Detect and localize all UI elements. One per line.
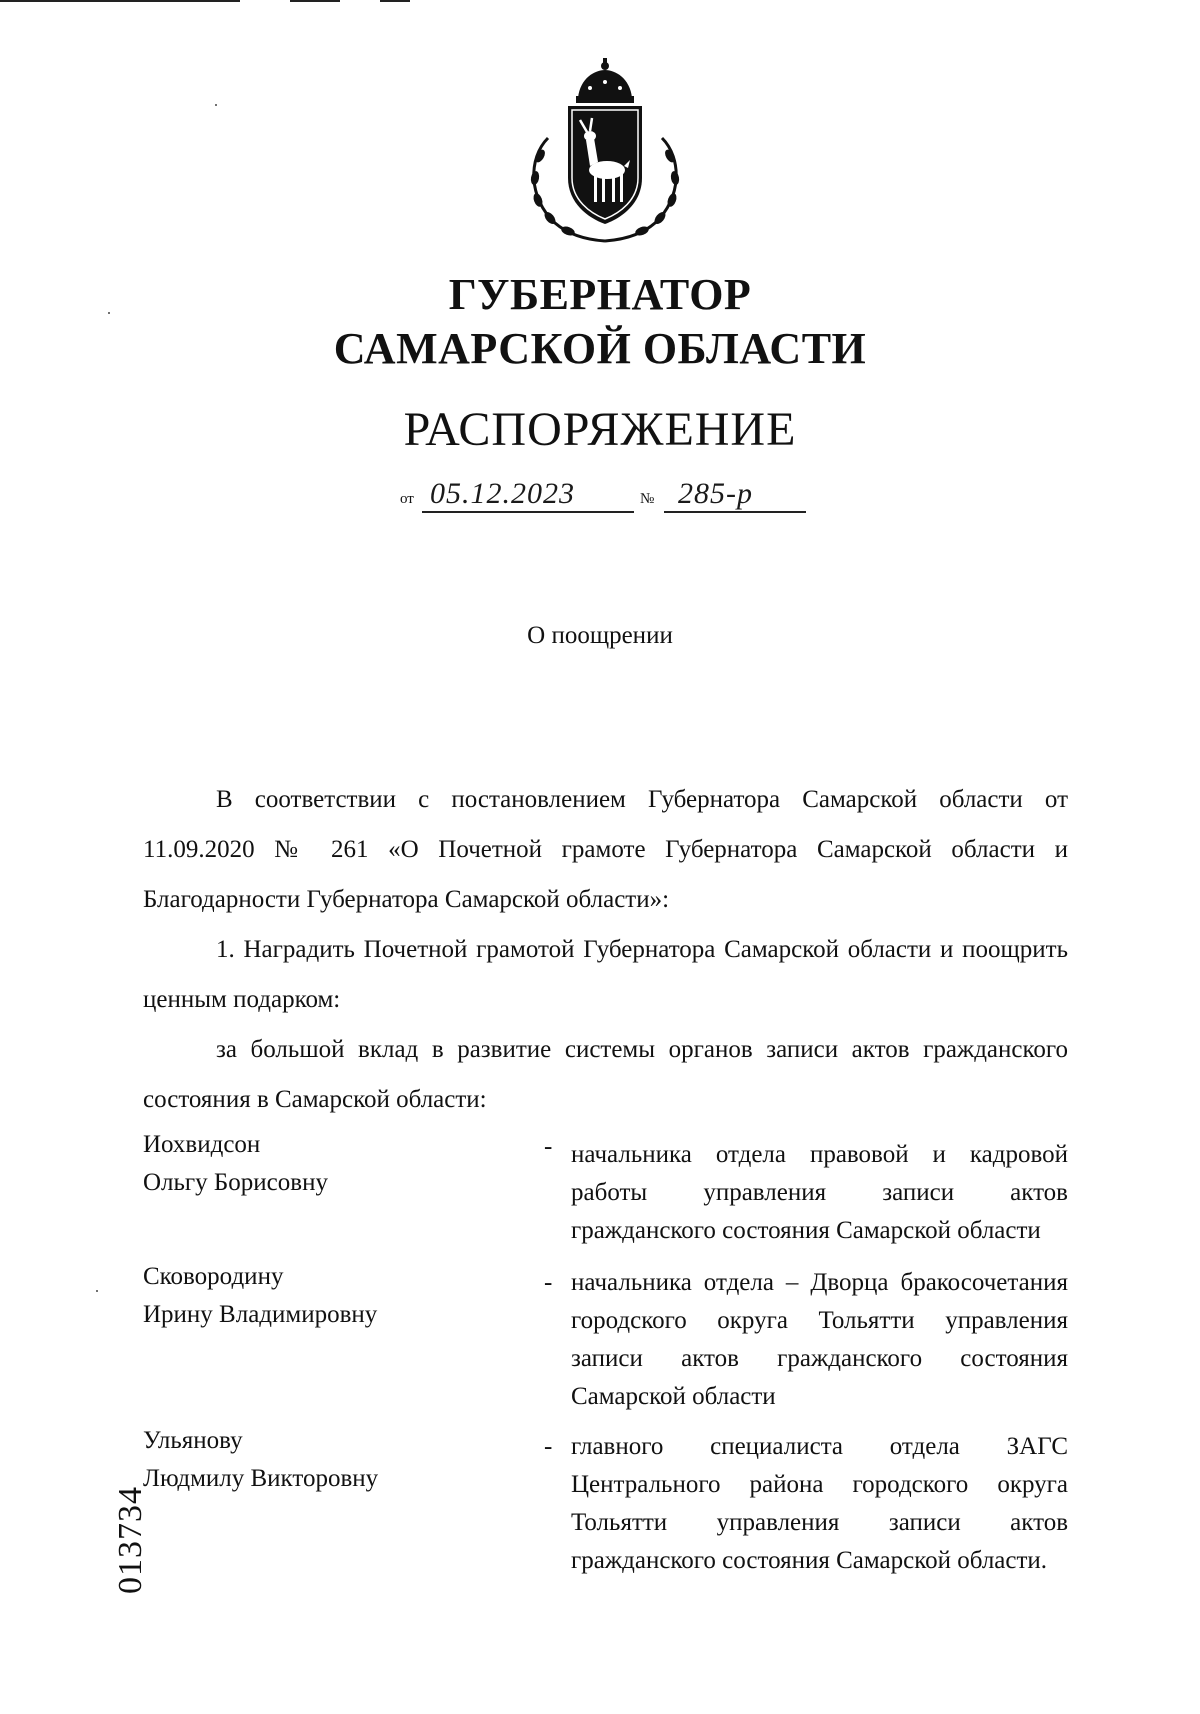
awardee-surname: Сковородину [143, 1263, 284, 1290]
coat-of-arms-emblem [510, 58, 700, 248]
dateline [400, 477, 820, 517]
scan-edge-rule [0, 0, 240, 2]
document-subject: О поощрении [527, 622, 673, 649]
awardee-given-names: Ольгу Борисовну [143, 1169, 328, 1196]
awardee-name [143, 1422, 503, 1498]
awardee-name [143, 1258, 503, 1334]
scan-edge-rule [290, 0, 340, 2]
awardee-surname: Ульянову [143, 1427, 243, 1454]
document-type: РАСПОРЯЖЕНИЕ [403, 403, 797, 456]
awardee-given-names: Людмилу Викторовну [143, 1465, 379, 1492]
date-underline [422, 511, 634, 513]
awardee-given-names: Ирину Владимировну [143, 1301, 378, 1328]
date-from-label: от [400, 491, 414, 507]
handwritten-date: 05.12.2023 [430, 477, 575, 510]
issuer-title-line1: ГУБЕРНАТОР [448, 270, 752, 319]
scan-speck [96, 1290, 98, 1292]
number-underline [664, 511, 806, 513]
issuer-title [0, 268, 1200, 376]
awardee-position: начальника отдела – Дворца бракосочетания городского округа Тольятти управления записи актов гражданского состояния Самарской области [571, 1269, 1068, 1410]
reason-paragraph: за большой вклад в развитие системы органов записи актов гражданского состояния в Самарской области: [143, 1036, 1068, 1113]
handwritten-number: 285-р [678, 477, 753, 510]
awardee-position: главного специалиста отдела ЗАГС Центрального района городского округа Тольятти управления записи актов гражданского состояния Самарской области. [571, 1433, 1068, 1574]
awardee-dash: - [544, 1269, 553, 1296]
issuer-title-line2: САМАРСКОЙ ОБЛАСТИ [333, 324, 867, 373]
form-serial-number: 013734 [112, 1486, 149, 1594]
awardee-dash: - [544, 1133, 553, 1160]
awardee-position: начальника отдела правовой и кадровой работы управления записи актов гражданского состояния Самарской области [571, 1141, 1068, 1244]
scan-edge-rule [380, 0, 410, 2]
preamble-paragraph: В соответствии с постановлением Губернатора Самарской области от 11.09.2020 № 261 «О Почетной грамоте Губернатора Самарской области и Благодарности Губернатора Самарской области»: [143, 786, 1068, 913]
awardee-surname: Иохвидсон [143, 1131, 261, 1158]
item-1-paragraph: 1. Наградить Почетной грамотой Губернатора Самарской области и поощрить ценным подарком: [143, 936, 1068, 1013]
number-label: № [640, 491, 655, 507]
awardee-name [143, 1126, 503, 1202]
awardee-dash: - [544, 1433, 553, 1460]
scan-speck [215, 104, 217, 106]
